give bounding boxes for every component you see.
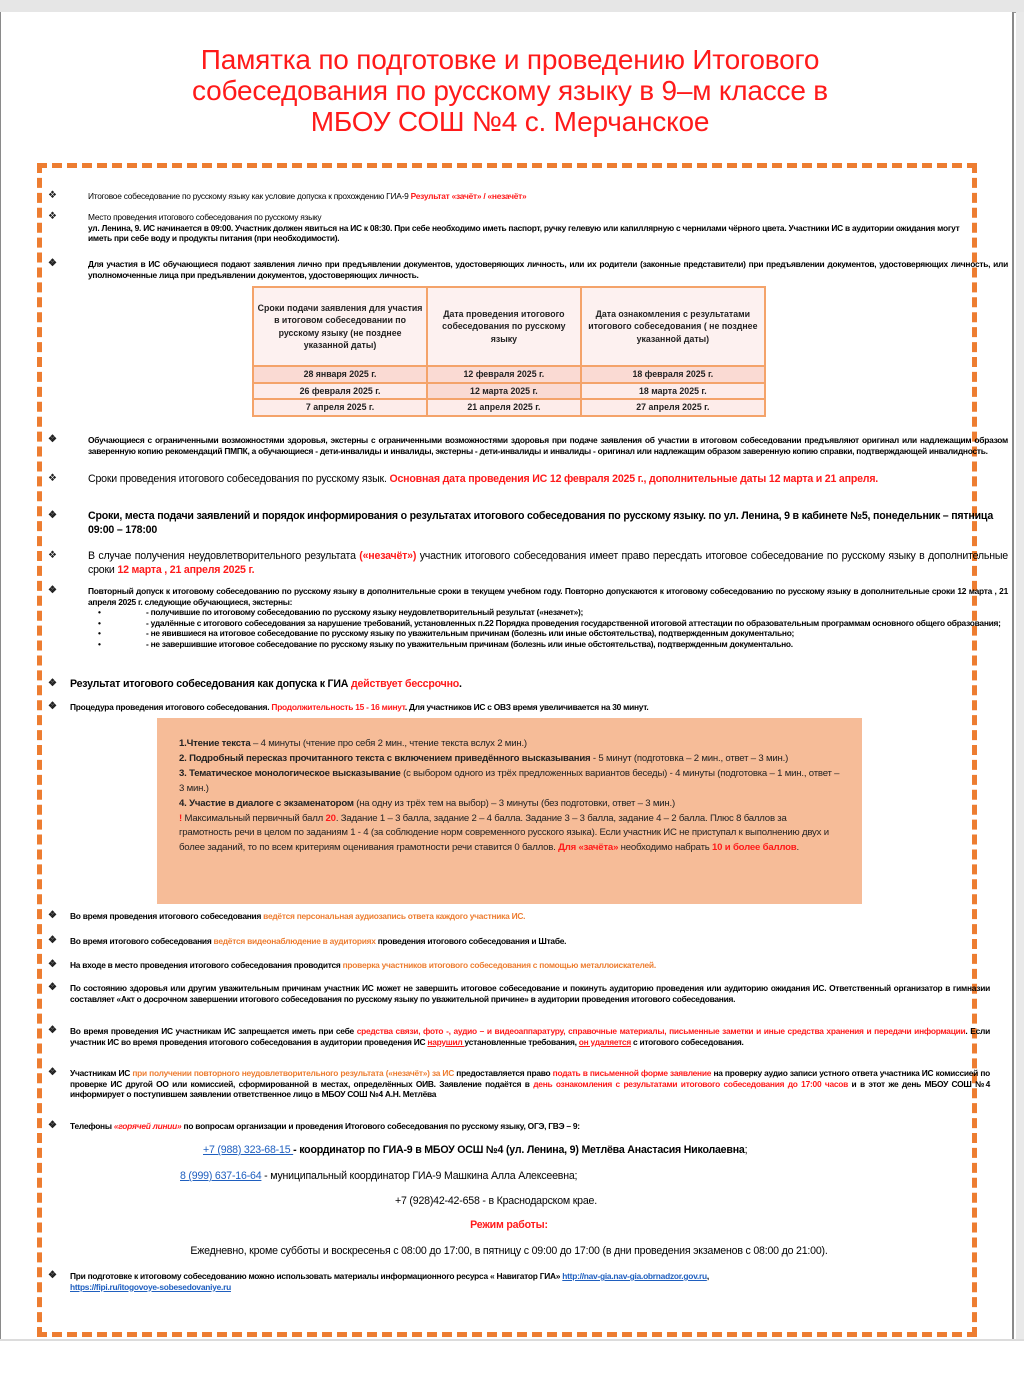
item-text: проведения итогового собеседования и Штабе.: [375, 936, 567, 946]
phone-line-1: [203, 1143, 943, 1157]
diamond-bullet-icon: ❖: [48, 1270, 57, 1281]
step-detail: (на одну из трёх тем на выбор) – 3 минуты (без подготовки, ответ – 3 мин.): [353, 797, 675, 809]
navigator-gia-link[interactable]: http://nav-gia.nav-gia.obrnadzor.gov.ru: [562, 1271, 707, 1281]
item-text: Результат итогового собеседования как допуска к ГИА: [70, 678, 351, 690]
diamond-bullet-icon: ❖: [48, 1067, 57, 1078]
diamond-bullet-icon: ❖: [48, 678, 57, 689]
sub-list-item: [88, 639, 1008, 650]
sub-item-text: - получившие по итоговому собеседованию по русскому языку неудовлетворительный результат («незачет»);: [146, 607, 584, 617]
step-title: 4. Участие в диалоге с экзаменатором: [179, 797, 354, 809]
sub-list-item: [88, 607, 1008, 618]
dates-table: [252, 286, 766, 417]
list-item-metal-detector: [48, 960, 990, 971]
list-item-retake: [48, 549, 1008, 577]
item-text: . Если участник ИС во время проведения итогового собеседования в аудитории проведения ИС: [70, 1026, 990, 1047]
exclamation-icon: !: [179, 812, 182, 824]
item-text: Процедура проведения итогового собеседования.: [70, 702, 272, 712]
table-cell: 21 апреля 2025 г.: [427, 399, 581, 416]
list-item-application-place: [48, 509, 1008, 537]
diamond-bullet-icon: ❖: [48, 982, 57, 993]
max-score: 20: [325, 812, 336, 824]
dot-bullet-icon: •: [98, 617, 101, 628]
phone-desc: - муниципальный координатор ГИА-9 Машкина Алла Алексеевна;: [261, 1170, 578, 1182]
item-highlight: подать в письменной форме заявление: [552, 1068, 712, 1078]
item-text: предоставляется право: [454, 1068, 553, 1078]
scoring-note: [179, 812, 840, 857]
item-highlight: средства связи, фото -, аудио – и видеоаппаратуру, справочные материалы, письменные заметки и иные средства хранения и передачи информации: [356, 1026, 966, 1036]
diamond-bullet-icon: ❖: [48, 473, 57, 484]
viewer-scrollbar-track[interactable]: [1016, 12, 1024, 1340]
diamond-bullet-icon: ❖: [48, 935, 57, 946]
phone-tail: ;: [744, 1144, 748, 1156]
item-highlight: 12 марта , 21 апреля 2025 г.: [117, 564, 255, 576]
title-line-3: МБОУ СОШ №4 с. Мерчанское: [310, 106, 710, 137]
note-text: .: [796, 842, 799, 854]
diamond-bullet-icon: ❖: [48, 211, 57, 222]
diamond-bullet-icon: ❖: [48, 510, 57, 521]
schedule-title: Режим работы:: [470, 1219, 548, 1231]
item-text: Для участия в ИС обучающиеся подают заявления лично при предъявлении документов, удостоверяющих личность, или их родители (законные представители) при предъявлении документов, удостоверяющих личность, или уполномоченные лица при предъявлении документов, удостоверяющих личность.: [88, 259, 1008, 280]
procedure-step-1: [179, 737, 840, 752]
list-item-result-validity: [48, 677, 990, 691]
table-cell: 27 апреля 2025 г.: [581, 399, 765, 416]
phone-link[interactable]: 8 (999) 637-16-64: [180, 1170, 262, 1182]
item-highlight: Продолжительность 15 - 16 минут: [271, 702, 405, 712]
item-highlight: действует бессрочно: [350, 678, 460, 690]
pass-label: Для «зачёта»: [558, 842, 619, 854]
phone-desc: - в Краснодарском крае.: [479, 1195, 597, 1207]
phone-desc: - координатор по ГИА-9 в МБОУ ОСШ №4 (ул. Ленина, 9): [293, 1144, 582, 1156]
sub-item-text: - не явившиеся на итоговое собеседование по русскому языку по уважительным причинам (болезнь или иные обстоятельства), подтвержденным документально;: [146, 628, 795, 638]
item-text: Сроки проведения итогового собеседования по русскому язык.: [88, 473, 390, 485]
item-highlight: ведётся персональная аудиозапись ответа каждого участника ИС.: [263, 911, 526, 921]
schedule-text: Ежедневно, кроме субботы и воскресенья с 08:00 до 17:00, в пятницу с 09:00 до 17:00 (в дни проведения экзаменов с 08:00 до 21:00).: [190, 1245, 828, 1257]
item-text: . Для участников ИС с ОВЗ время увеличивается на 30 минут.: [404, 702, 649, 712]
item-text: По состоянию здоровья или другим уважительным причинам участник ИС может не завершить итоговое собеседование и покинуть аудиторию проведения или аудиторию ожидания ИС. Ответственный организатор в гимназии составляет «Акт о досрочном завершении итогового собеседования по русскому языку по уважительной причине» в аудитории проведения итогового собеседования.: [70, 983, 990, 1004]
list-item-procedure: [48, 702, 990, 713]
dot-bullet-icon: •: [98, 638, 101, 649]
procedure-step-4: [179, 797, 840, 812]
table-cell: 26 февраля 2025 г.: [253, 383, 427, 400]
diamond-bullet-icon: ❖: [48, 190, 57, 201]
table-cell: 7 апреля 2025 г.: [253, 399, 427, 416]
procedure-box: [157, 718, 862, 904]
note-text: . Задание 1 – 3 балла, задание 2 – 4 балла. Задание 3 – 3 балла, задание 4 – 2 балла. Плюс 8 баллов за грамотность речи в целом по заданиям 1 - 4 (за соблюдение норм современного русского языка). Если участник ИС не приступал к выполнению двух и более заданий, то по всем критериям оценивания грамотности речи ставится 0 баллов.: [179, 812, 829, 854]
table-header-cell: Дата ознакомления с результатами итогового собеседования ( не позднее указанной даты): [581, 287, 765, 366]
table-cell: 12 февраля 2025 г.: [427, 366, 581, 383]
diamond-bullet-icon: ❖: [48, 550, 57, 561]
item-text: Обучающиеся с ограниченными возможностями здоровья, экстерны с ограниченными возможностями здоровья при подаче заявления об участии в итоговом собеседовании предъявляют оригинал или надлежащим образом заверенную копию рекомендаций ПМПК, а обучающиеся - дети-инвалиды и инвалиды, экстерны - дети-инвалиды и инвалиды - оригинал или надлежащим образом заверенную копию справки, подтверждающей инвалидность.: [88, 435, 1008, 456]
item-text: В случае получения неудовлетворительного результата: [88, 550, 360, 562]
step-detail: - 5 минут (подготовка – 2 мин., ответ – 3 мин.): [590, 752, 789, 764]
sub-item-text: - удалённые с итогового собеседования за нарушение требований, установленных п.22 Порядка проведения государственной итоговой аттестации по образовательным программам основного общего образования;: [146, 617, 1001, 628]
page-title: [0, 44, 1020, 137]
contact-name: Метлёва Анастасия Николаевна: [581, 1144, 745, 1156]
procedure-step-2: [179, 752, 840, 767]
item-text: Во время итогового собеседования: [70, 936, 214, 946]
item-text: Участникам ИС: [70, 1068, 133, 1078]
table-cell: 28 января 2025 г.: [253, 366, 427, 383]
list-item-early-finish: [48, 983, 990, 1004]
fipi-link[interactable]: https://fipi.ru/itogovoye-sobesedovaniye.ru: [70, 1281, 231, 1292]
diamond-bullet-icon: ❖: [48, 1120, 57, 1131]
item-text: на проверку аудио записи устного ответа участника ИС комиссией по проверке ИС другой ОО или комиссией, сформированной в местах, определённых ОИВ. Заявление подаётся в: [70, 1068, 990, 1089]
page-bottom-edge: [0, 1339, 1024, 1341]
item-highlight: «горячей линии»: [113, 1121, 182, 1131]
dot-bullet-icon: •: [98, 607, 101, 617]
item-text: При подготовке к итоговому собеседованию можно использовать материалы информационного ресурса « Навигатор ГИА»: [70, 1271, 563, 1281]
procedure-step-3: [179, 767, 840, 797]
table-header-row: [253, 287, 765, 366]
item-text: участник итогового собеседования имеет право пересдать итоговое собеседование по русскому языку в дополнительные сроки: [88, 550, 1008, 576]
diamond-bullet-icon: ❖: [48, 1025, 57, 1036]
table-cell: 18 февраля 2025 г.: [581, 366, 765, 383]
item-text: и в этот же день МБОУ СОШ №4 информирует о поступившем заявлении ответственное лицо в МБОУ СОШ №4 А.Н. Метлёва: [70, 1078, 990, 1099]
item-text-tail: .: [459, 678, 462, 690]
diamond-bullet-icon: ❖: [48, 701, 57, 712]
table-cell: 18 марта 2025 г.: [581, 383, 765, 400]
list-item-ovz: [48, 435, 1008, 456]
item-text-detail: ул. Ленина, 9. ИС начинается в 09:00. Участник должен явиться на ИС к 08:30. При себе необходимо иметь паспорт, ручку гелевую или капиллярную с чернилами чёрного цвета. Участники ИС в аудитории ожидания могут иметь при себе воду и продукты питания (при необходимости).: [88, 222, 960, 243]
table-header-cell: Сроки подачи заявления для участия в итоговом собеседовании по русскому языку (не позднее указанной даты): [253, 287, 427, 366]
item-highlight: нарушил: [427, 1036, 465, 1047]
item-highlight: проверка участников итогового собеседования с помощью металлоискателей.: [342, 960, 656, 970]
dot-bullet-icon: •: [98, 628, 101, 638]
list-item-hotline: [48, 1121, 990, 1132]
table-row: [253, 366, 765, 383]
sub-item-text: - не завершившие итоговое собеседование по русскому языку по уважительным причинам (болезнь или иные обстоятельства), подтвержденным документально.: [146, 638, 793, 649]
note-text: необходимо набрать: [618, 842, 713, 854]
diamond-bullet-icon: ❖: [48, 959, 57, 970]
step-title: 1.Чтение текста: [179, 738, 251, 749]
item-highlight: Основная дата проведения ИС 12 февраля 2025 г., дополнительные даты 12 марта и 21 апреля.: [389, 473, 879, 485]
list-item-admission: [48, 191, 1008, 202]
diamond-bullet-icon: ❖: [48, 910, 57, 921]
list-item-location: [48, 212, 968, 244]
item-text: Во время проведения итогового собеседования: [70, 911, 264, 921]
item-text: На входе в место проведения итогового собеседования проводится: [70, 960, 343, 970]
separator: ,: [706, 1271, 709, 1281]
item-text: Итоговое собеседование по русскому языку как условие допуска к прохождению ГИА-9: [88, 191, 411, 201]
title-line-2: собеседования по русскому языку в 9–м классе в: [192, 75, 828, 106]
sub-list-item: [88, 628, 1008, 639]
item-highlight: при получении повторного неудовлетворительного результата («незачёт») за ИС: [132, 1068, 454, 1078]
list-item-video: [48, 936, 990, 947]
list-item-prohibited: [48, 1026, 990, 1047]
list-item-repeat-admission: [48, 586, 1008, 649]
item-highlight: он удаляется: [578, 1036, 631, 1047]
item-text: Повторный допуск к итоговому собеседованию по русскому языку в дополнительные сроки в текущем учебном году. Повторно допускаются к итоговому собеседованию по русскому языку в дополнительные сроки 12 марта , 21 апреля 2025 г. следующие обучающиеся, экстерны:: [88, 586, 1008, 607]
step-detail: (с выбором одного из трёх предложенных вариантов беседы) - 4 минуты (подготовка – 1 мин., ответ – 3 мин.): [179, 767, 840, 794]
phone-line-2: [180, 1169, 920, 1183]
list-item-application: [48, 259, 1008, 280]
list-item-dates: [48, 472, 1008, 486]
item-text: Телефоны: [70, 1121, 114, 1131]
diamond-bullet-icon: ❖: [48, 258, 57, 269]
item-text: по вопросам организации и проведения Итогового собеседования по русскому языку, ОГЭ, ГВЭ – 9:: [181, 1121, 580, 1131]
list-item-appeal: [48, 1068, 990, 1100]
item-text: с итогового собеседования.: [630, 1036, 744, 1047]
item-highlight: день ознакомления с результатами итогового собеседования до 17:00 часов: [533, 1078, 849, 1089]
table-header-cell: Дата проведения итогового собеседования по русскому языку: [427, 287, 581, 366]
item-highlight: ведётся видеонаблюдение в аудиториях: [213, 936, 376, 946]
item-text: установленные требования,: [464, 1036, 579, 1047]
diamond-bullet-icon: ❖: [48, 434, 57, 445]
item-highlight: Результат «зачёт» / «незачёт»: [410, 191, 527, 201]
item-text: Сроки, места подачи заявлений и порядок информирования о результатах итогового собеседования по русскому языку. по ул. Ленина, 9 в кабинете №5, понедельник – пятница 09:00 – 178:00: [88, 510, 994, 536]
phone-link[interactable]: +7 (988) 323-68-15: [203, 1144, 294, 1156]
phone-number: +7 (928)42-42-658: [395, 1195, 480, 1207]
step-title: 2. Подробный пересказ прочитанного текста с включением приведённого высказывания: [179, 752, 591, 764]
table-row: [253, 383, 765, 400]
title-line-1: Памятка по подготовке и проведению Итогового: [200, 44, 820, 75]
item-text: Место проведения итогового собеседования по русскому языку: [88, 212, 322, 222]
step-title: 3. Тематическое монологическое высказывание: [179, 767, 401, 779]
pass-threshold: 10 и более баллов: [712, 842, 797, 854]
diamond-bullet-icon: ❖: [48, 585, 57, 596]
step-detail: – 4 минуты (чтение про себя 2 мин., чтение текста вслух 2 мин.): [250, 738, 527, 749]
list-item-audio: [48, 911, 990, 922]
note-text: Максимальный первичный балл: [182, 812, 326, 824]
item-highlight: («незачёт»): [359, 550, 417, 562]
table-cell: 12 марта 2025 г.: [427, 383, 581, 400]
table-row: [253, 399, 765, 416]
list-item-resources: [48, 1271, 970, 1292]
phone-line-3: [395, 1194, 895, 1208]
item-text: Во время проведения ИС участникам ИС запрещается иметь при себе: [70, 1026, 357, 1036]
sub-list-item: [88, 618, 1008, 629]
